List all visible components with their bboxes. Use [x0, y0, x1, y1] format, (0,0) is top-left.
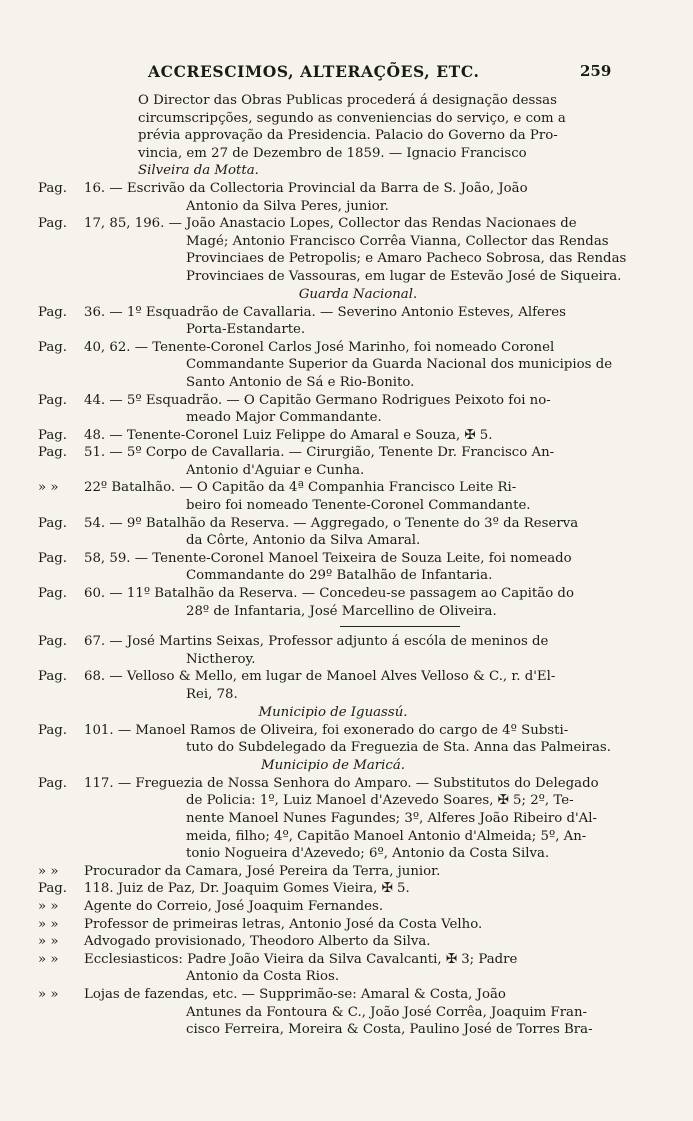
entry-page-label: Pag. [38, 881, 68, 897]
entry-row [38, 951, 628, 986]
entry-page-label: Pag. [38, 722, 68, 738]
entry-line: Commandante Superior da Guarda Nacional dos municipios de [186, 357, 613, 373]
entry-line: 54. — 9º Batalhão da Reserva. — Aggregado, o Tenente do 3º da Reserva [84, 515, 579, 531]
intro-line: circumscripções, segundo as conveniencias do serviço, e com a [138, 110, 566, 126]
entry-row [38, 304, 628, 339]
entry-row [38, 863, 628, 881]
intro-line: Silveira da Motta. [138, 163, 259, 179]
entry-line: Porta-Estandarte. [186, 322, 306, 338]
entry-row [38, 880, 628, 898]
entry-page-label: Pag. [38, 515, 68, 531]
entry-line: Magé; Antonio Francisco Corrêa Vianna, Collector das Rendas [186, 233, 609, 249]
page-header [0, 62, 693, 84]
entry-line: 40, 62. — Tenente-Coronel Carlos José Marinho, foi nomeado Coronel [84, 339, 555, 355]
entry-page-label: » » [38, 480, 59, 496]
entry-line: 58, 59. — Tenente-Coronel Manoel Teixeira de Souza Leite, foi nomeado [84, 550, 572, 566]
entry-line: Advogado provisionado, Theodoro Alberto da Silva. [84, 934, 431, 950]
entry-page-label: » » [38, 951, 59, 967]
entry-text [84, 304, 628, 339]
entry-text [84, 863, 628, 881]
entry-row [38, 515, 628, 550]
entry-page-label: Pag. [38, 634, 68, 650]
entry-line: 51. — 5º Corpo de Cavallaria. — Cirurgião, Tenente Dr. Francisco An- [84, 445, 555, 461]
entry-line: 67. — José Martins Seixas, Professor adjunto á escóla de meninos de [84, 634, 549, 650]
entry-text [84, 880, 628, 898]
entry-line: beiro foi nomeado Tenente-Coronel Commandante. [186, 498, 531, 514]
entry-page-label: Pag. [38, 216, 68, 232]
entry-line: meado Major Commandante. [186, 410, 382, 426]
entry-line: de Policia: 1º, Luiz Manoel d'Azevedo Soares, ✠ 5; 2º, Te- [186, 793, 574, 809]
entry-row [38, 444, 628, 479]
entry-text [84, 986, 628, 1039]
entry-text [84, 479, 628, 514]
entry-page-label: Pag. [38, 669, 68, 685]
entry-text [84, 444, 628, 479]
entry-line: Provinciaes de Petropolis; e Amaro Pacheco Sobrosa, das Rendas [186, 251, 627, 267]
entry-text [84, 550, 628, 585]
entry-page-label: » » [38, 898, 59, 914]
entry-line: Agente do Correio, José Joaquim Fernandes. [84, 898, 384, 914]
entry-line: 118. Juiz de Paz, Dr. Joaquim Gomes Vieira, ✠ 5. [84, 881, 410, 897]
entry-line: 17, 85, 196. — João Anastacio Lopes, Collector das Rendas Nacionaes de [84, 216, 577, 232]
intro-line: prévia approvação da Presidencia. Palacio do Governo da Pro- [138, 128, 558, 144]
entries-group-c [38, 633, 628, 703]
entry-line: meida, filho; 4º, Capitão Manoel Antonio d'Almeida; 5º, An- [186, 828, 587, 844]
entry-line: 44. — 5º Esquadrão. — O Capitão Germano Rodrigues Peixoto foi no- [84, 392, 551, 408]
entry-page-label: Pag. [38, 180, 68, 196]
entry-line: Lojas de fazendas, etc. — Supprimão-se: Amaral & Costa, João [84, 986, 506, 1002]
entry-row [38, 916, 628, 934]
entry-page-label: Pag. [38, 445, 68, 461]
entry-text [84, 427, 628, 445]
entry-row [38, 392, 628, 427]
entry-line: Antonio da Costa Rios. [186, 969, 340, 985]
entry-text [84, 215, 628, 285]
page-number: 259 [580, 62, 612, 80]
entry-page-label: » » [38, 986, 59, 1002]
entries-group-b [38, 304, 628, 621]
entry-line: Antonio d'Aguiar e Cunha. [186, 462, 365, 478]
entry-line: Professor de primeiras letras, Antonio José da Costa Velho. [84, 916, 483, 932]
entry-line: nente Manoel Nunes Fagundes; 3º, Alferes João Ribeiro d'Al- [186, 810, 597, 826]
entry-line: 48. — Tenente-Coronel Luiz Felippe do Amaral e Souza, ✠ 5. [84, 427, 493, 443]
entry-line: Nictheroy. [186, 651, 256, 667]
entry-line: Antunes da Fontoura & C., João José Corrêa, Joaquim Fran- [186, 1004, 588, 1020]
page-body [38, 92, 628, 1039]
entries-group-d [38, 722, 628, 757]
entry-row [38, 180, 628, 215]
entry-row [38, 933, 628, 951]
entry-text [84, 898, 628, 916]
section-divider [340, 626, 460, 627]
entry-row [38, 898, 628, 916]
entry-text [84, 722, 628, 757]
entry-page-label: Pag. [38, 304, 68, 320]
entry-row [38, 585, 628, 620]
entry-page-label: » » [38, 934, 59, 950]
intro-line: O Director das Obras Publicas procederá á designação dessas [138, 93, 557, 108]
entry-text [84, 515, 628, 550]
entry-row [38, 215, 628, 285]
entries-group-a [38, 180, 628, 286]
entry-page-label: Pag. [38, 550, 68, 566]
entry-row [38, 427, 628, 445]
entry-page-label: Pag. [38, 775, 68, 791]
section-heading-guarda-nacional: Guarda Nacional. [298, 286, 418, 302]
entries-group-e [38, 775, 628, 1039]
entry-text [84, 916, 628, 934]
entry-line: tonio Nogueira d'Azevedo; 6º, Antonio da Costa Silva. [186, 846, 550, 862]
entry-line: 28º de Infantaria, José Marcellino de Oliveira. [186, 603, 497, 619]
entry-text [84, 180, 628, 215]
entry-line: 22º Batalhão. — O Capitão da 4ª Companhia Francisco Leite Ri- [84, 480, 517, 496]
entry-text [84, 633, 628, 668]
entry-page-label: Pag. [38, 427, 68, 443]
entry-line: Antonio da Silva Peres, junior. [186, 198, 389, 214]
entry-line: 101. — Manoel Ramos de Oliveira, foi exonerado do cargo de 4º Substi- [84, 722, 569, 738]
entry-line: Provinciaes de Vassouras, em lugar de Estevão José de Siqueira. [186, 268, 622, 284]
entry-row [38, 339, 628, 392]
entry-row [38, 479, 628, 514]
entry-page-label: Pag. [38, 339, 68, 355]
entry-line: Ecclesiasticos: Padre João Vieira da Silva Cavalcanti, ✠ 3; Padre [84, 951, 518, 967]
entry-row [38, 668, 628, 703]
section-heading-iguassu: Municipio de Iguassú. [258, 704, 408, 720]
intro-line: vincia, em 27 de Dezembro de 1859. — Ignacio Francisco [138, 145, 527, 161]
entry-line: Commandante do 29º Batalhão de Infantaria. [186, 568, 493, 584]
entry-line: Procurador da Camara, José Pereira da Terra, junior. [84, 863, 441, 879]
entry-text [84, 668, 628, 703]
entry-line: 68. — Velloso & Mello, em lugar de Manoel Alves Velloso & C., r. d'El- [84, 669, 556, 685]
entry-line: Rei, 78. [186, 687, 238, 702]
entry-line: tuto do Subdelegado da Freguezia de Sta. Anna das Palmeiras. [186, 740, 611, 756]
intro-paragraph [38, 92, 628, 180]
entry-page-label: Pag. [38, 392, 68, 408]
entry-text [84, 392, 628, 427]
entry-text [84, 339, 628, 392]
entry-line: cisco Ferreira, Moreira & Costa, Paulino José de Torres Bra- [186, 1022, 593, 1038]
entry-line: 16. — Escrivão da Collectoria Provincial da Barra de S. João, João [84, 180, 528, 196]
entry-line: da Côrte, Antonio da Silva Amaral. [186, 533, 421, 549]
entry-row [38, 986, 628, 1039]
section-heading-marica: Municipio de Maricá. [260, 757, 406, 773]
entry-text [84, 951, 628, 986]
entry-row [38, 633, 628, 668]
entry-page-label: » » [38, 863, 59, 879]
entry-line: 60. — 11º Batalhão da Reserva. — Concedeu-se passagem ao Capitão do [84, 586, 574, 602]
entry-page-label: » » [38, 916, 59, 932]
entry-text [84, 775, 628, 863]
entry-text [84, 585, 628, 620]
entry-line: 117. — Freguezia de Nossa Senhora do Amparo. — Substitutos do Delegado [84, 775, 599, 791]
entry-row [38, 775, 628, 863]
entry-row [38, 550, 628, 585]
entry-line: Santo Antonio de Sá e Rio-Bonito. [186, 374, 415, 390]
entry-text [84, 933, 628, 951]
entry-line: 36. — 1º Esquadrão de Cavallaria. — Severino Antonio Esteves, Alferes [84, 304, 566, 320]
entry-row [38, 722, 628, 757]
running-title: ACCRESCIMOS, ALTERAÇÕES, ETC. [148, 62, 480, 81]
entry-page-label: Pag. [38, 586, 68, 602]
